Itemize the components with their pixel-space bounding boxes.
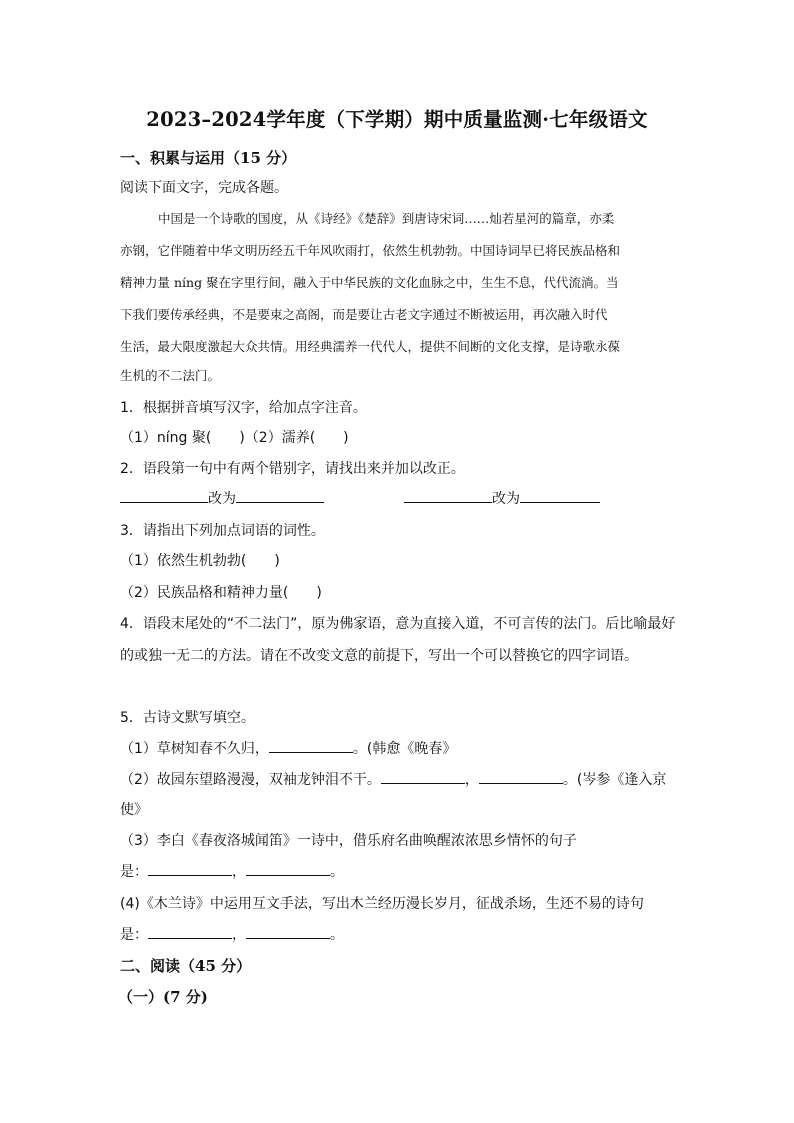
question-5-3-line: （3）李白《春夜洛城闻笛》一诗中，借乐府名曲唤醒浓浓思乡情怀的句子 (120, 833, 577, 849)
reading-instruction: 阅读下面文字，完成各题。 (120, 180, 288, 196)
punctuation: ， (232, 927, 246, 943)
poem-source: 。(韩愈《晚春》 (352, 741, 457, 757)
question-5-1 (120, 738, 456, 758)
question-5-2-line-2: 使》 (120, 802, 148, 818)
question-4-line: 4．语段末尾处的“不二法门”，原为佛家语，意为直接入道，不可言传的法门。后比喻最好 (120, 616, 676, 632)
question-4-line: 的或独一无二的方法。请在不改变文意的前提下，写出一个可以替换它的四字词语。 (120, 648, 638, 664)
question-2-answer-row (120, 488, 600, 508)
question-2: 2．语段第一句中有两个错别字，请找出来并加以改正。 (120, 461, 465, 477)
question-5-2 (120, 769, 666, 789)
question-1-items: （1）níng 聚( )（2）濡养( ) (120, 430, 349, 446)
answer-blank[interactable] (269, 738, 353, 753)
question-1: 1．根据拼音填写汉字，给加点字注音。 (120, 400, 367, 416)
punctuation: 。 (330, 864, 344, 880)
answer-blank[interactable] (381, 769, 465, 784)
answer-blank[interactable] (479, 769, 563, 784)
passage-line: 生机的不二法门。 (120, 368, 221, 383)
section1-heading: 一、积累与运用（15 分） (120, 149, 297, 167)
poem-line-prompt: （2）故园东望路漫漫，双袖龙钟泪不干。 (120, 772, 381, 788)
passage-line: 下我们要传承经典，不是要束之高阁，而是要让古老文字通过不断被运用，再次融入时代 (120, 307, 608, 322)
question-5-3-answer (120, 861, 344, 881)
poem-line-prompt: （1）草树知春不久归， (120, 741, 269, 757)
punctuation: ， (464, 772, 479, 788)
punctuation: ， (232, 864, 246, 880)
question-3-item-1: （1）依然生机勃勃( ) (120, 553, 280, 569)
question-3-item-2: （2）民族品格和精神力量( ) (120, 585, 322, 601)
answer-blank[interactable] (236, 488, 324, 503)
passage-line: 生活，最大限度激起大众共情。用经典濡养一代代人，提供不间断的文化支撑，是诗歌永葆 (120, 339, 621, 354)
answer-prefix: 是： (120, 864, 148, 880)
passage-line: 亦钢，它伴随着中华文明历经五千年风吹雨打，依然生机勃勃。中国诗词早已将民族品格和 (120, 243, 621, 258)
answer-blank[interactable] (404, 488, 492, 503)
change-label: 改为 (208, 491, 236, 507)
page-title: 2023–2024学年度（下学期）期中质量监测·七年级语文 (146, 108, 648, 131)
answer-blank[interactable] (520, 488, 600, 503)
question-3: 3．请指出下列加点词语的词性。 (120, 523, 325, 539)
answer-blank[interactable] (120, 488, 208, 503)
answer-blank[interactable] (246, 861, 330, 876)
passage-line: 精神力量 níng 聚在字里行间，融入于中华民族的文化血脉之中，生生不息，代代流淌。当 (120, 275, 619, 290)
passage-line: 中国是一个诗歌的国度，从《诗经》《楚辞》到唐诗宋词……灿若星河的篇章，亦柔 (158, 211, 615, 226)
poem-source: 。(岑参《逢入京 (562, 772, 667, 788)
question-5: 5．古诗文默写填空。 (120, 710, 255, 726)
question-5-4-answer (120, 924, 344, 944)
answer-prefix: 是： (120, 927, 148, 943)
answer-blank[interactable] (246, 924, 330, 939)
answer-blank[interactable] (148, 861, 232, 876)
subsection-heading: （一）(7 分) (118, 988, 208, 1006)
question-5-4-line: (4)《木兰诗》中运用互文手法，写出木兰经历漫长岁月，征战杀场，生还不易的诗句 (120, 896, 644, 912)
punctuation: 。 (330, 927, 344, 943)
section2-heading: 二、阅读（45 分） (120, 957, 252, 975)
answer-blank[interactable] (148, 924, 232, 939)
change-label: 改为 (492, 491, 520, 507)
